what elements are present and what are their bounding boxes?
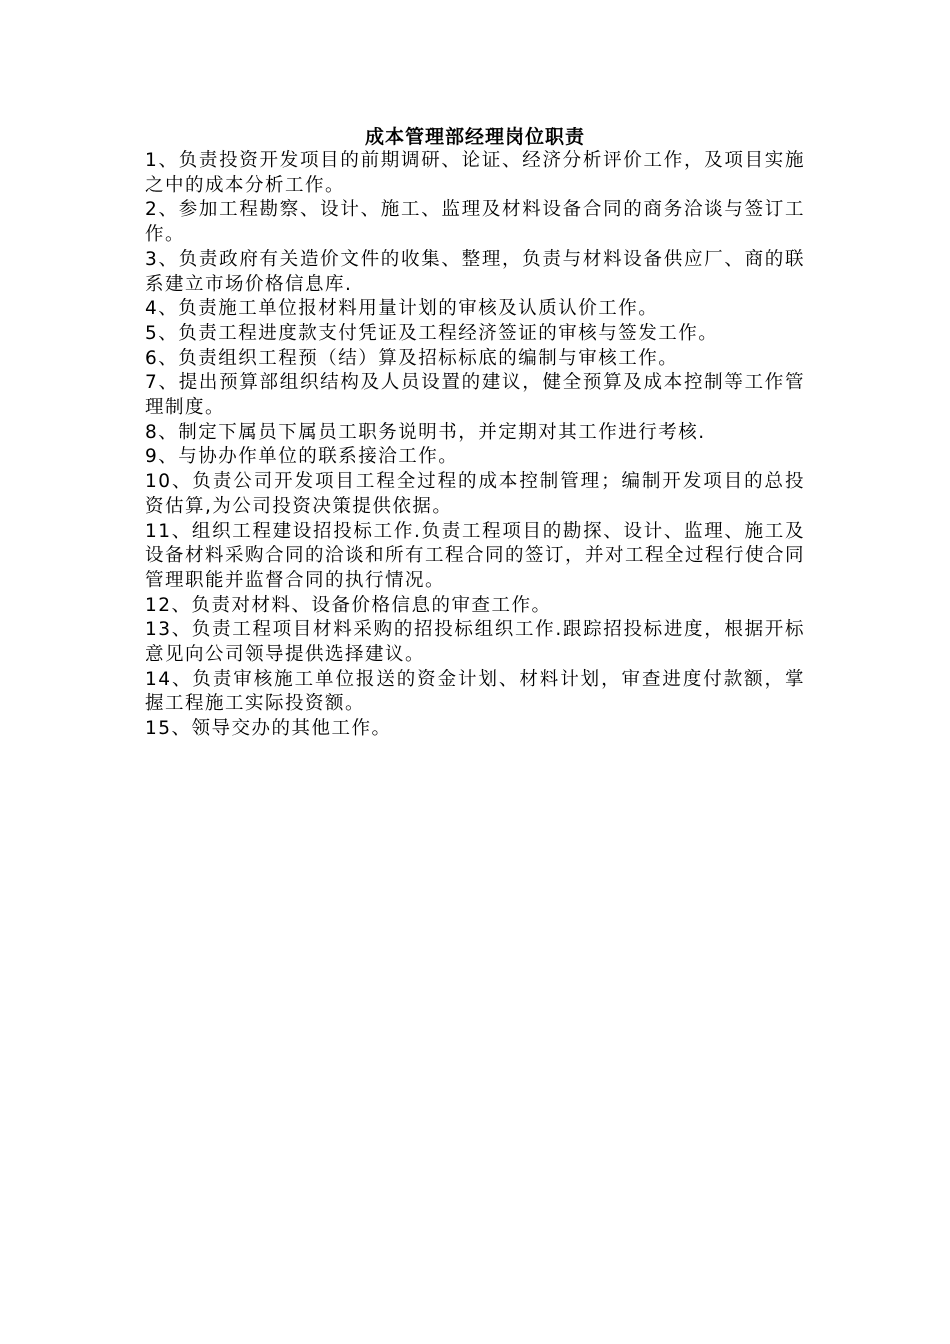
duty-item-14: 14、负责审核施工单位报送的资金计划、材料计划，审查进度付款额，掌握工程施工实际投资额。 <box>145 668 805 715</box>
duty-item-12: 12、负责对材料、设备价格信息的审查工作。 <box>145 594 552 616</box>
duty-item-13: 13、负责工程项目材料采购的招投标组织工作.跟踪招投标进度，根据开标意见向公司领导提供选择建议。 <box>145 619 805 666</box>
duty-item-4: 4、负责施工单位报材料用量计划的审核及认质认价工作。 <box>145 298 659 320</box>
duty-item-1: 1、负责投资开发项目的前期调研、论证、经济分析评价工作，及项目实施之中的成本分析工作。 <box>145 150 805 196</box>
duty-item-5: 5、负责工程进度款支付凭证及工程经济签证的审核与签发工作。 <box>145 322 719 344</box>
duty-item-10: 10、负责公司开发项目工程全过程的成本控制管理；编制开发项目的总投资估算,为公司投资决策提供依据。 <box>145 471 805 517</box>
duty-item-11: 11、组织工程建设招投标工作.负责工程项目的勘探、设计、监理、施工及设备材料采购合同的洽谈和所有工程合同的签订，并对工程全过程行使合同管理职能并监督合同的执行情况。 <box>145 520 806 591</box>
duty-item-8: 8、制定下属员下属员工职务说明书，并定期对其工作进行考核. <box>145 421 706 443</box>
duty-item-7: 7、提出预算部组织结构及人员设置的建议，健全预算及成本控制等工作管理制度。 <box>145 372 805 419</box>
duty-item-9: 9、与协办作单位的联系接洽工作。 <box>145 446 459 468</box>
duty-item-6: 6、负责组织工程预（结）算及招标标底的编制与审核工作。 <box>145 347 679 369</box>
duty-item-3: 3、负责政府有关造价文件的收集、整理，负责与材料设备供应厂、商的联系建立市场价格信息库. <box>145 248 805 295</box>
duty-item-2: 2、参加工程勘察、设计、施工、监理及材料设备合同的商务洽谈与签订工作。 <box>145 199 805 246</box>
document-title: 成本管理部经理岗位职责 <box>364 126 585 148</box>
duties-list <box>145 149 805 742</box>
duty-item-15: 15、领导交办的其他工作。 <box>145 718 392 740</box>
